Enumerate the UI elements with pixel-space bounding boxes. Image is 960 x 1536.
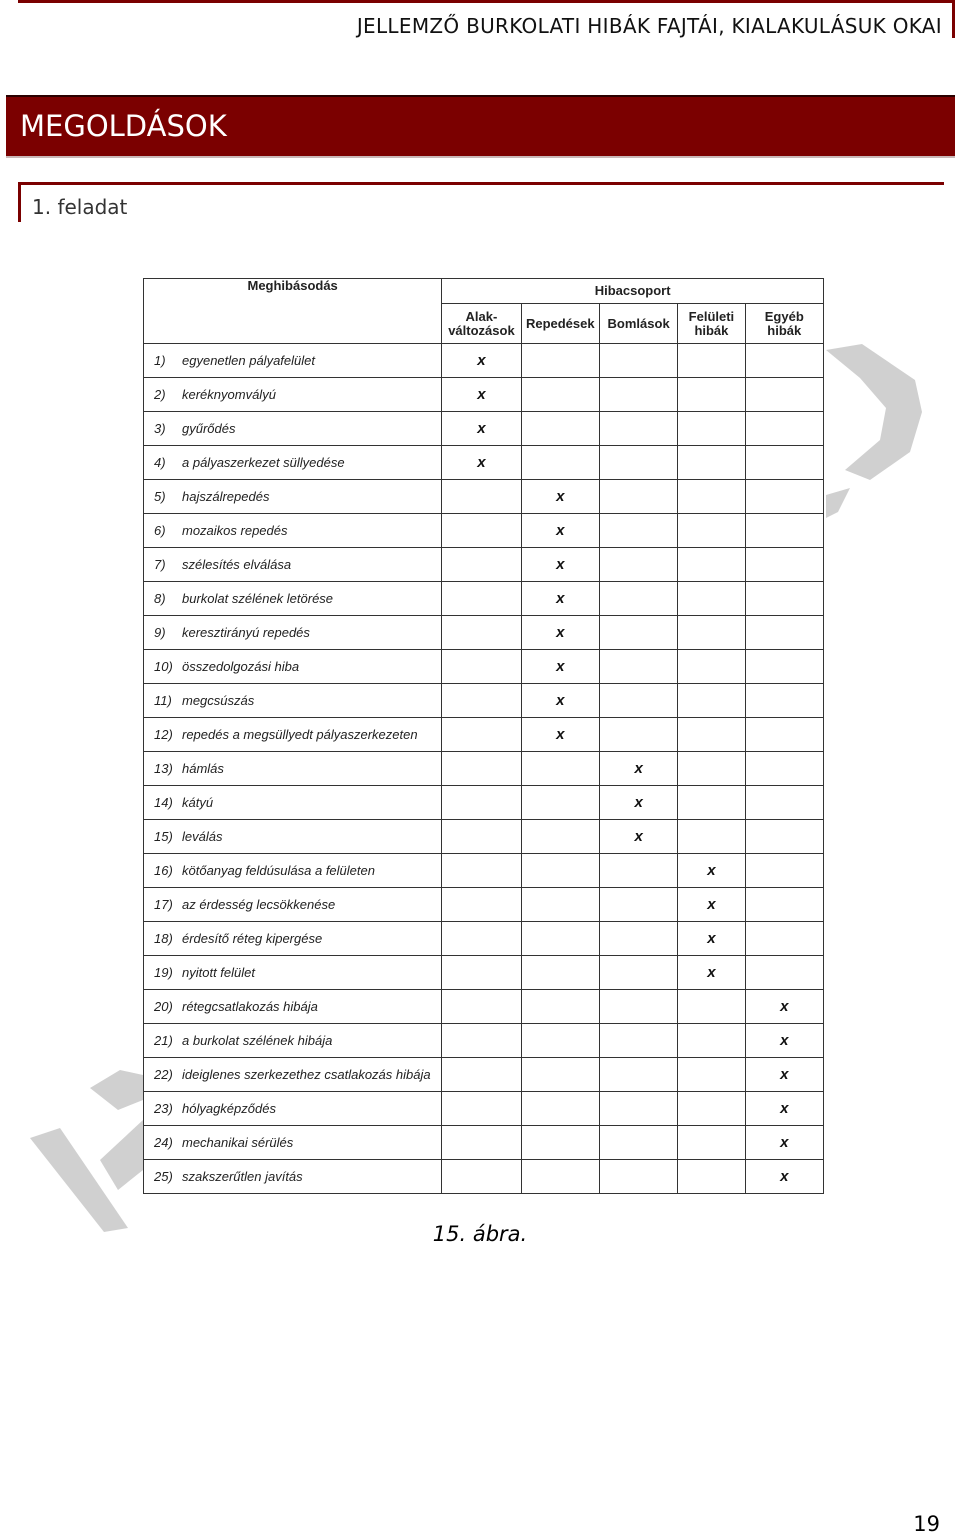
watermark-stroke — [30, 1128, 128, 1232]
empty-cell — [442, 786, 521, 820]
empty-cell — [678, 378, 745, 412]
empty-cell — [745, 514, 823, 548]
empty-cell — [599, 1126, 677, 1160]
empty-cell — [521, 786, 599, 820]
empty-cell — [745, 446, 823, 480]
empty-cell — [442, 1058, 521, 1092]
defect-label: érdesítő réteg kipergése — [182, 931, 323, 946]
defect-cell — [144, 752, 442, 786]
empty-cell — [442, 990, 521, 1024]
empty-cell — [599, 1058, 677, 1092]
table-row — [144, 718, 824, 752]
defect-number: 13) — [154, 761, 173, 776]
group-mark: x — [678, 956, 745, 990]
empty-cell — [442, 514, 521, 548]
defect-number: 2) — [154, 387, 166, 402]
defect-cell — [144, 514, 442, 548]
defect-label: mozaikos repedés — [182, 523, 288, 538]
empty-cell — [521, 1160, 599, 1194]
empty-cell — [745, 378, 823, 412]
empty-cell — [599, 582, 677, 616]
group-header-line1: Alak- — [465, 308, 498, 324]
group-header-line1: Bomlások — [607, 315, 670, 331]
empty-cell — [442, 548, 521, 582]
empty-cell — [442, 718, 521, 752]
empty-cell — [442, 650, 521, 684]
empty-cell — [599, 616, 677, 650]
empty-cell — [599, 888, 677, 922]
defect-cell — [144, 548, 442, 582]
empty-cell — [678, 1126, 745, 1160]
empty-cell — [745, 956, 823, 990]
group-header-2 — [599, 304, 677, 344]
defect-label: a burkolat szélének hibája — [182, 1033, 333, 1048]
defect-cell — [144, 888, 442, 922]
empty-cell — [678, 1024, 745, 1058]
watermark-stroke — [826, 344, 922, 480]
table-row — [144, 446, 824, 480]
top-rule-corner — [952, 0, 955, 38]
empty-cell — [521, 1024, 599, 1058]
empty-cell — [599, 956, 677, 990]
defect-label: leválás — [182, 829, 223, 844]
table-row — [144, 820, 824, 854]
group-mark: x — [678, 888, 745, 922]
defect-number: 24) — [154, 1135, 173, 1150]
defect-number: 12) — [154, 727, 173, 742]
defect-label: mechanikai sérülés — [182, 1135, 294, 1150]
empty-cell — [678, 752, 745, 786]
defect-label: nyitott felület — [182, 965, 255, 980]
defect-label: az érdesség lecsökkenése — [182, 897, 336, 912]
defect-label: megcsúszás — [182, 693, 255, 708]
defect-classification-figure — [143, 278, 824, 1196]
defect-number: 23) — [154, 1101, 173, 1116]
defect-label: repedés a megsüllyedt pályaszerkezeten — [182, 727, 418, 742]
page-number: 19 — [913, 1512, 940, 1536]
defect-label: kátyú — [182, 795, 214, 810]
defect-cell — [144, 718, 442, 752]
empty-cell — [442, 582, 521, 616]
empty-cell — [745, 922, 823, 956]
empty-cell — [678, 1092, 745, 1126]
defect-cell — [144, 820, 442, 854]
group-header-3 — [678, 304, 745, 344]
empty-cell — [521, 344, 599, 378]
task-rule — [18, 182, 944, 185]
empty-cell — [599, 446, 677, 480]
defect-number: 20) — [154, 999, 173, 1014]
empty-cell — [521, 922, 599, 956]
group-header-4 — [745, 304, 823, 344]
empty-cell — [745, 548, 823, 582]
task-bar — [18, 182, 21, 222]
defect-cell — [144, 854, 442, 888]
empty-cell — [521, 854, 599, 888]
table-row — [144, 1126, 824, 1160]
group-mark: x — [521, 684, 599, 718]
defect-cell — [144, 480, 442, 514]
table-row — [144, 854, 824, 888]
table-row — [144, 956, 824, 990]
defect-number: 19) — [154, 965, 173, 980]
table-row — [144, 684, 824, 718]
group-header-1 — [521, 304, 599, 344]
defect-label: keréknyomvályú — [182, 387, 276, 402]
defect-number: 11) — [154, 693, 172, 708]
group-mark: x — [521, 582, 599, 616]
defect-cell — [144, 684, 442, 718]
empty-cell — [678, 480, 745, 514]
empty-cell — [442, 480, 521, 514]
defect-cell — [144, 956, 442, 990]
group-mark: x — [745, 1126, 823, 1160]
task-title: 1. feladat — [32, 195, 128, 219]
section-banner — [6, 95, 955, 158]
defect-cell — [144, 344, 442, 378]
empty-cell — [678, 718, 745, 752]
watermark-stroke — [100, 1120, 143, 1190]
table-row — [144, 650, 824, 684]
group-mark: x — [745, 1058, 823, 1092]
empty-cell — [442, 684, 521, 718]
defect-cell — [144, 1024, 442, 1058]
defect-label: gyűrődés — [182, 421, 236, 436]
empty-cell — [442, 1126, 521, 1160]
empty-cell — [442, 922, 521, 956]
defect-number: 21) — [154, 1033, 173, 1048]
defect-number: 17) — [154, 897, 173, 912]
section-title: MEGOLDÁSOK — [20, 109, 227, 143]
defect-number: 8) — [154, 591, 166, 606]
group-mark: x — [521, 480, 599, 514]
group-mark: x — [521, 718, 599, 752]
defect-number: 3) — [154, 421, 166, 436]
defect-label: rétegcsatlakozás hibája — [182, 999, 318, 1014]
defect-number: 15) — [154, 829, 173, 844]
defect-number: 1) — [154, 353, 166, 368]
group-mark: x — [599, 786, 677, 820]
table-row — [144, 752, 824, 786]
empty-cell — [599, 378, 677, 412]
running-header: JELLEMZŐ BURKOLATI HIBÁK FAJTÁI, KIALAKULÁSUK OKAI — [356, 14, 942, 38]
top-rule — [18, 0, 955, 3]
empty-cell — [678, 650, 745, 684]
empty-cell — [678, 786, 745, 820]
empty-cell — [521, 752, 599, 786]
group-header-line2: változások — [448, 322, 515, 338]
empty-cell — [599, 990, 677, 1024]
defect-cell — [144, 650, 442, 684]
empty-cell — [745, 480, 823, 514]
group-header-line1: Egyéb — [764, 308, 804, 324]
empty-cell — [521, 956, 599, 990]
defect-number: 10) — [154, 659, 173, 674]
defect-label: keresztirányú repedés — [182, 625, 310, 640]
defect-number: 7) — [154, 557, 166, 572]
group-header-line2: hibák — [767, 322, 802, 338]
empty-cell — [442, 752, 521, 786]
table-row — [144, 888, 824, 922]
empty-cell — [678, 1058, 745, 1092]
group-mark: x — [745, 1024, 823, 1058]
empty-cell — [442, 616, 521, 650]
defect-label: egyenetlen pályafelület — [182, 353, 315, 368]
defect-table — [143, 278, 824, 1194]
defect-cell — [144, 412, 442, 446]
empty-cell — [745, 854, 823, 888]
group-header-line1: Repedések — [525, 315, 595, 331]
defect-cell — [144, 582, 442, 616]
group-header-0 — [442, 304, 521, 344]
defect-label: ideiglenes szerkezethez csatlakozás hibája — [182, 1067, 431, 1082]
empty-cell — [678, 684, 745, 718]
defect-number: 6) — [154, 523, 166, 538]
defect-label: hajszálrepedés — [182, 489, 270, 504]
empty-cell — [599, 1160, 677, 1194]
empty-cell — [599, 480, 677, 514]
empty-cell — [599, 344, 677, 378]
group-mark: x — [442, 344, 521, 378]
empty-cell — [745, 582, 823, 616]
empty-cell — [745, 344, 823, 378]
watermark-stroke — [826, 488, 850, 518]
table-row — [144, 1160, 824, 1194]
empty-cell — [521, 1126, 599, 1160]
table-row — [144, 514, 824, 548]
empty-cell — [599, 684, 677, 718]
empty-cell — [599, 718, 677, 752]
group-mark: x — [521, 650, 599, 684]
empty-cell — [521, 378, 599, 412]
group-mark: x — [745, 1092, 823, 1126]
group-mark: x — [521, 548, 599, 582]
group-mark: x — [599, 752, 677, 786]
defect-cell — [144, 378, 442, 412]
empty-cell — [442, 1092, 521, 1126]
empty-cell — [678, 616, 745, 650]
group-mark: x — [442, 446, 521, 480]
empty-cell — [678, 514, 745, 548]
group-column-header: Hibacsoport — [442, 279, 824, 304]
group-mark: x — [599, 820, 677, 854]
empty-cell — [745, 412, 823, 446]
empty-cell — [442, 1160, 521, 1194]
watermark-stroke — [90, 1070, 143, 1110]
defect-label: hámlás — [182, 761, 224, 776]
empty-cell — [599, 922, 677, 956]
defect-cell — [144, 616, 442, 650]
group-mark: x — [442, 378, 521, 412]
empty-cell — [745, 684, 823, 718]
empty-cell — [521, 990, 599, 1024]
empty-cell — [599, 412, 677, 446]
group-mark: x — [442, 412, 521, 446]
defect-number: 22) — [154, 1067, 173, 1082]
empty-cell — [442, 956, 521, 990]
group-mark: x — [521, 514, 599, 548]
empty-cell — [745, 820, 823, 854]
empty-cell — [442, 1024, 521, 1058]
empty-cell — [678, 344, 745, 378]
group-mark: x — [678, 922, 745, 956]
defect-label: szakszerűtlen javítás — [182, 1169, 303, 1184]
table-row — [144, 378, 824, 412]
empty-cell — [521, 820, 599, 854]
empty-cell — [745, 718, 823, 752]
figure-caption: 15. ábra. — [432, 1222, 528, 1246]
empty-cell — [678, 820, 745, 854]
empty-cell — [745, 752, 823, 786]
empty-cell — [678, 446, 745, 480]
empty-cell — [678, 548, 745, 582]
empty-cell — [678, 990, 745, 1024]
group-mark: x — [745, 1160, 823, 1194]
defect-label: szélesítés elválása — [182, 557, 292, 572]
table-row — [144, 582, 824, 616]
defect-label: a pályaszerkezet süllyedése — [182, 455, 345, 470]
empty-cell — [678, 412, 745, 446]
empty-cell — [442, 820, 521, 854]
empty-cell — [599, 1092, 677, 1126]
group-mark: x — [745, 990, 823, 1024]
table-row — [144, 480, 824, 514]
table-row — [144, 344, 824, 378]
empty-cell — [599, 854, 677, 888]
defect-cell — [144, 1058, 442, 1092]
empty-cell — [599, 1024, 677, 1058]
defect-label: hólyagképződés — [182, 1101, 276, 1116]
defect-number: 14) — [154, 795, 173, 810]
empty-cell — [521, 1058, 599, 1092]
empty-cell — [599, 514, 677, 548]
empty-cell — [745, 888, 823, 922]
defect-cell — [144, 1160, 442, 1194]
defect-number: 5) — [154, 489, 166, 504]
defect-number: 4) — [154, 455, 166, 470]
empty-cell — [599, 548, 677, 582]
defect-label: összedolgozási hiba — [182, 659, 300, 674]
table-row — [144, 412, 824, 446]
empty-cell — [745, 650, 823, 684]
table-row — [144, 990, 824, 1024]
defect-cell — [144, 786, 442, 820]
empty-cell — [521, 888, 599, 922]
defect-number: 18) — [154, 931, 173, 946]
table-row — [144, 922, 824, 956]
defect-number: 9) — [154, 625, 166, 640]
defect-column-header: Meghibásodás — [144, 279, 442, 344]
empty-cell — [521, 446, 599, 480]
defect-number: 16) — [154, 863, 173, 878]
empty-cell — [745, 786, 823, 820]
empty-cell — [442, 888, 521, 922]
empty-cell — [678, 1160, 745, 1194]
group-mark: x — [678, 854, 745, 888]
defect-label: kötőanyag feldúsulása a felületen — [182, 863, 375, 878]
defect-cell — [144, 1126, 442, 1160]
empty-cell — [599, 650, 677, 684]
defect-cell — [144, 990, 442, 1024]
table-row — [144, 786, 824, 820]
group-mark: x — [521, 616, 599, 650]
empty-cell — [442, 854, 521, 888]
table-row — [144, 1092, 824, 1126]
empty-cell — [521, 1092, 599, 1126]
empty-cell — [678, 582, 745, 616]
table-row — [144, 1024, 824, 1058]
table-row — [144, 548, 824, 582]
defect-label: burkolat szélének letörése — [182, 591, 334, 606]
defect-cell — [144, 1092, 442, 1126]
group-header-line1: Felületi — [688, 308, 735, 324]
table-row — [144, 616, 824, 650]
defect-cell — [144, 446, 442, 480]
group-header-line2: hibák — [694, 322, 729, 338]
defect-number: 25) — [154, 1169, 173, 1184]
empty-cell — [745, 616, 823, 650]
empty-cell — [521, 412, 599, 446]
defect-cell — [144, 922, 442, 956]
table-row — [144, 1058, 824, 1092]
